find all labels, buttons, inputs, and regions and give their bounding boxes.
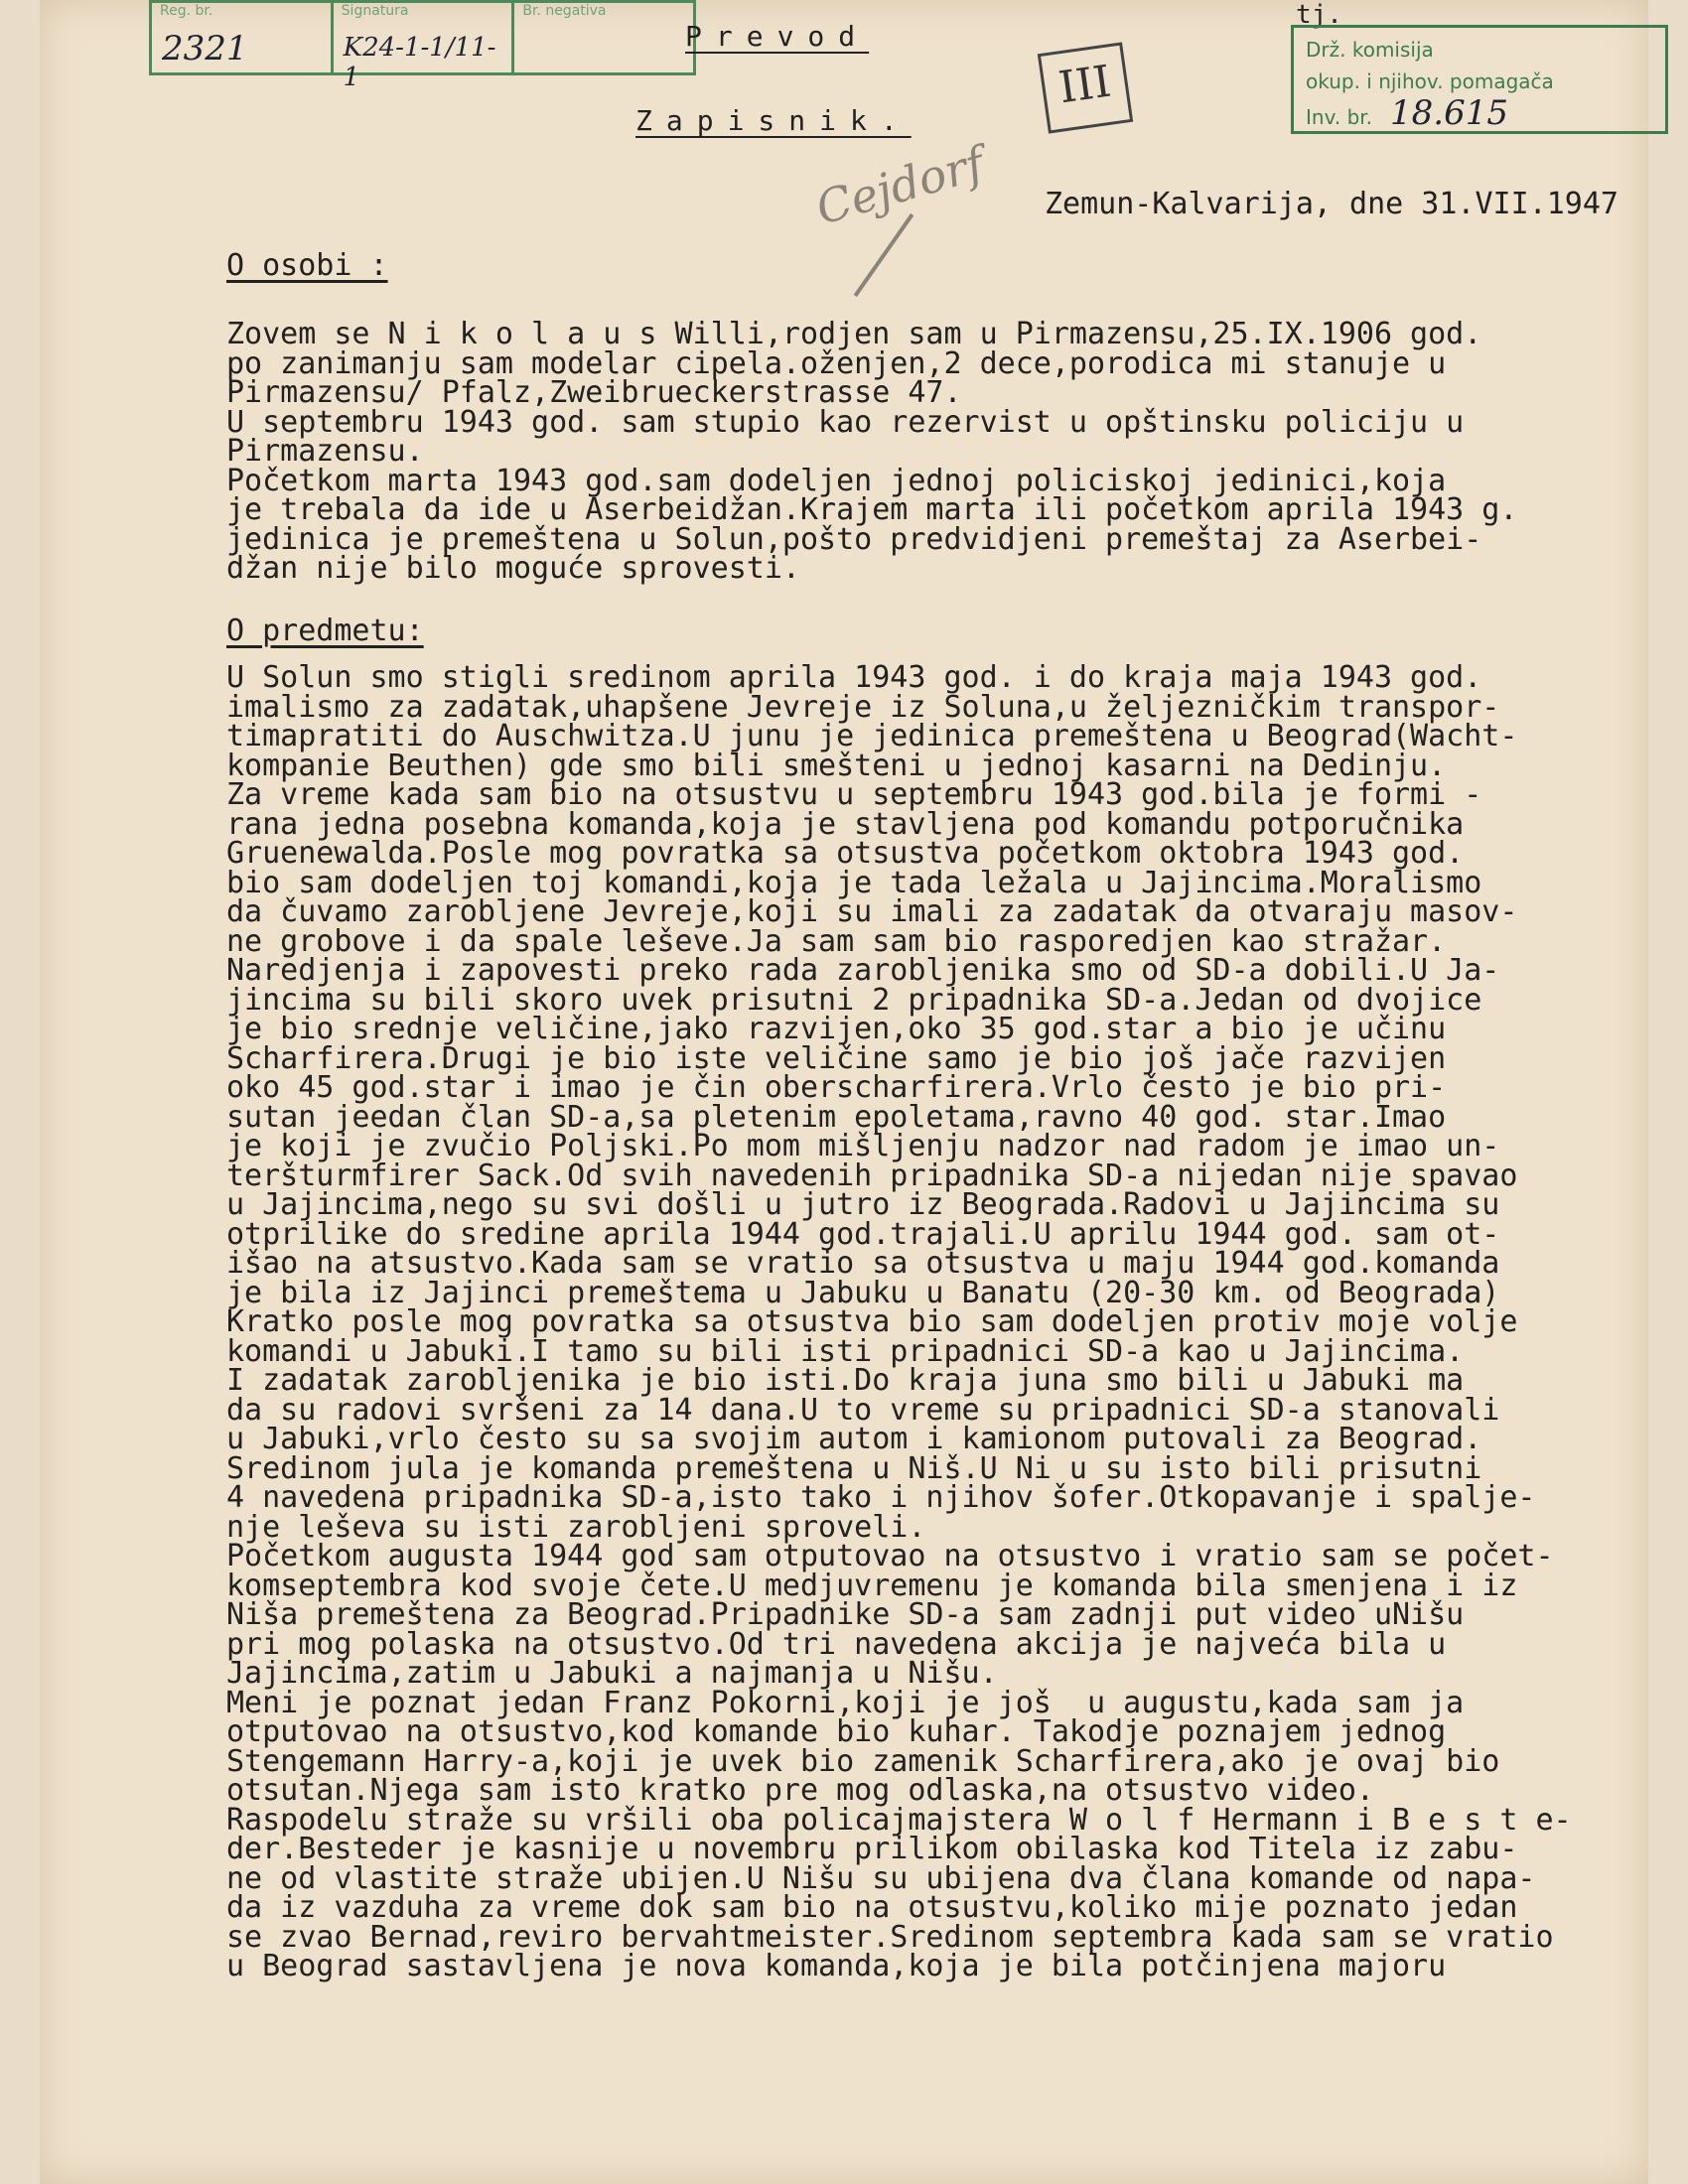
text-line: kompanie Beuthen) gde smo bili smešteni u jednoj kasarni na Dedinju. — [226, 748, 1447, 783]
stamp-cell-reg — [152, 3, 334, 72]
stamp-line: okup. i njihov. pomagača — [1306, 69, 1554, 93]
text-line: teršturmfirer Sack.Od svih navedenih pripadnika SD-a nijedan nije spavao — [226, 1158, 1518, 1193]
text-line: jincima su bili skoro uvek prisutni 2 pripadnika SD-a.Jedan od dvojice — [226, 982, 1482, 1018]
text-line: je bila iz Jajinci premeštema u Jabuku u Banatu (20-30 km. od Beograda) — [226, 1275, 1500, 1310]
person-text — [226, 317, 1666, 586]
text-line: je koji je zvučio Poljski.Po mom mišljenju nadzor nad radom je imao un- — [226, 1129, 1500, 1163]
text-line: ne grobove i da spale leševe.Ja sam sam bio rasporedjen kao stražar. — [226, 923, 1447, 959]
text-line: Scharfirera.Drugi je bio iste veličine samo je bio još jače razvijen — [226, 1040, 1447, 1076]
text-line: komandi u Jabuki.I tamo su bili isti pripadnici SD-a kao u Jajincima. — [226, 1333, 1465, 1369]
text-line: išao na atsustvo.Kada sam se vratio sa otsustva u maju 1944 god.komanda — [226, 1246, 1500, 1281]
inventory-label: Inv. br. — [1306, 105, 1373, 129]
text-line: oko 45 god.star i imao je čin oberscharfirera.Vrlo često je bio pri- — [226, 1070, 1447, 1105]
text-line: Kratko posle mog povratka sa otsustva bio sam dodeljen protiv moje volje — [226, 1304, 1518, 1339]
subject-text — [226, 660, 1666, 1983]
text-line: otputovao na otsustvo,kod komande bio kuhar. Takodje poznajem jednog — [226, 1714, 1447, 1749]
stamp-value: 2321 — [162, 29, 248, 68]
text-line: otsutan.Njega sam isto kratko pre mog odlaska,na otsustvo video. — [226, 1773, 1374, 1808]
text-line: Početkom augusta 1944 god sam otputovao na otsustvo i vratio sam se počet- — [226, 1539, 1554, 1573]
text-line: Raspodelu straže su vršili oba policajmajstera W o l f Hermann i B e s t e- — [226, 1802, 1572, 1838]
text-line: je trebala da ide u Aserbeidžan.Krajem marta ili početkom aprila 1943 g. — [226, 492, 1518, 527]
text-line: u Beograd sastavljena je nova komanda,koja je bila potčinjena majoru — [226, 1949, 1447, 1983]
text-line: nje leševa su isti zarobljeni sproveli. — [226, 1509, 926, 1545]
text-line: Za vreme kada sam bio na otsustvu u septembru 1943 god.bila je formi - — [226, 777, 1482, 812]
text-line: po zanimanju sam modelar cipela.oženjen,2 dece,porodica mi stanuje u — [226, 345, 1447, 381]
text-line: se zvao Bernad,reviro bervahtmeister.Sredinom septembra kada sam se vratio — [226, 1919, 1554, 1955]
text-line: komseptembra kod svoje čete.U medjuvremenu je komanda bila smenjena i iz — [226, 1568, 1518, 1603]
text-line: timapratiti do Auschwitza.U junu je jedinica premeštena u Beograd(Wacht- — [226, 719, 1518, 753]
text-line: Početkom marta 1943 god.sam dodeljen jednoj policiskoj jedinici,koja — [226, 463, 1447, 498]
inventory-value: 18.615 — [1390, 93, 1508, 133]
document-title: Prevod — [685, 20, 870, 53]
stamp-header: Br. negativa — [522, 3, 607, 19]
text-line: I zadatak zarobljenika je bio isti.Do kraja juna smo bili u Jabuki ma — [226, 1363, 1465, 1398]
text-line: u Jajincima,nego su svi došli u jutro iz Beograda.Radovi u Jajincima su — [226, 1187, 1500, 1222]
roman-numeral-stamp: III — [1038, 42, 1133, 133]
text-line: Niša premeštena za Beograd.Pripadnike SD-a sam zadnji put video uNišu — [226, 1597, 1465, 1632]
pencil-annotation: Cejdorf — [809, 136, 990, 235]
stamp-value: K24-1-1/11-1 — [343, 33, 496, 92]
text-line: da čuvamo zarobljene Jevreje,koji su imali za zadatak da otvaraju masov- — [226, 894, 1518, 929]
text-line: u Jabuki,vrlo često su sa svojim autom i kamionom putovali za Beograd. — [226, 1422, 1482, 1456]
document-subtitle: Zapisnik. — [635, 104, 912, 137]
place-date: Zemun-Kalvarija, dne 31.VII.1947 — [1045, 187, 1618, 221]
text-line: Naredjenja i zapovesti preko rada zarobljenika smo od SD-a dobili.U Ja- — [226, 953, 1500, 988]
text-line: sutan jeedan član SD-a,sa pletenim epoletama,ravno 40 god. star.Imao — [226, 1099, 1447, 1135]
registry-stamp — [149, 0, 696, 92]
stamp-cell-signature — [334, 3, 515, 92]
text-line: Meni je poznat jedan Franz Pokorni,koji je još u augustu,kada sam ja — [226, 1685, 1465, 1720]
stamp-line: Drž. komisija — [1306, 38, 1434, 62]
text-line: U septembru 1943 god. sam stupio kao rezervist u opštinsku policiju u — [226, 404, 1465, 440]
text-line: rana jedna posebna komanda,koja je stavljena pod komandu potporučnika — [226, 806, 1465, 842]
text-line: jedinica je premeštena u Solun,pošto predvidjeni premeštaj za Aserbei- — [226, 521, 1482, 557]
text-line: pri mog polaska na otsustvo.Od tri navedena akcija je najveća bila u — [226, 1626, 1447, 1662]
text-line: ne od vlastite straže ubijen.U Nišu su ubijena dva člana komande od napa- — [226, 1860, 1536, 1896]
text-line: džan nije bilo moguće sprovesti. — [226, 551, 800, 586]
text-line: Pirmazensu. — [226, 434, 424, 469]
text-line: U Solun smo stigli sredinom aprila 1943 god. i do kraja maja 1943 god. — [226, 660, 1482, 695]
stamp-header: Signatura — [341, 3, 409, 19]
text-line: bio sam dodeljen toj komandi,koja je tada ležala u Jajincima.Moralismo — [226, 865, 1482, 900]
text-line: Zovem se N i k o l a u s Willi,rodjen sam u Pirmazensu,25.IX.1906 god. — [226, 317, 1482, 351]
text-line: Stengemann Harry-a,koji je uvek bio zamenik Scharfirera,ako je ovaj bio — [226, 1743, 1500, 1779]
text-line: otprilike do sredine aprila 1944 god.trajali.U aprilu 1944 god. sam ot- — [226, 1216, 1500, 1252]
text-line: Pirmazensu/ Pfalz,Zweibrueckerstrasse 47. — [226, 375, 962, 410]
text-line: Jajincima,zatim u Jabuki a najmanja u Nišu. — [226, 1656, 998, 1691]
section-heading-subject: O predmetu: — [226, 614, 424, 648]
arrow-icon — [854, 213, 914, 297]
text-line: 4 navedena pripadnika SD-a,isto tako i njihov šofer.Otkopavanje i spalje- — [226, 1480, 1536, 1515]
inventory-number — [1306, 93, 1653, 133]
document-page — [40, 0, 1648, 2184]
inventory-stamp — [1291, 25, 1668, 134]
text-line: imalismo za zadatak,uhapšene Jevreje iz Soluna,u željezničkim transpor- — [226, 689, 1500, 725]
text-line: der.Besteder je kasnije u novembru prilikom obilaska kod Titela iz zabu- — [226, 1832, 1518, 1866]
section-heading-person: O osobi : — [226, 248, 388, 283]
stamp-cell-negative — [514, 3, 693, 72]
text-line: da su radovi svršeni za 14 dana.U to vreme su pripadnici SD-a stanovali — [226, 1392, 1500, 1428]
text-line: Sredinom jula je komanda premeštena u Niš.U Ni u su isto bili prisutni — [226, 1450, 1482, 1486]
text-line: Gruenewalda.Posle mog povratka sa otsustva početkom oktobra 1943 god. — [226, 836, 1465, 871]
stamp-header: Reg. br. — [160, 3, 213, 19]
top-mark: tj. — [1296, 0, 1342, 30]
text-line: je bio srednje veličine,jako razvijen,oko 35 god.star a bio je učinu — [226, 1012, 1447, 1046]
text-line: da iz vazduha za vreme dok sam bio na otsustvu,koliko mije poznato jedan — [226, 1890, 1518, 1925]
